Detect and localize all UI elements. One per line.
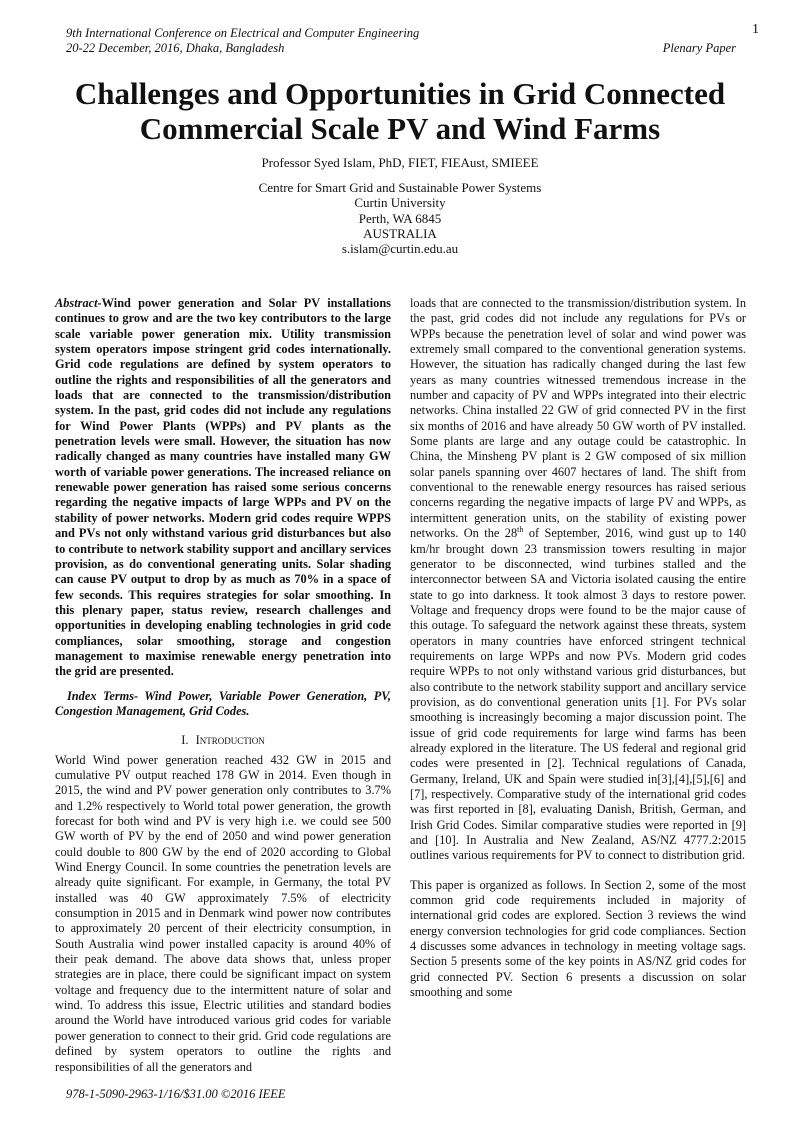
section-heading-introduction bbox=[55, 733, 391, 748]
intro-text-b: of September, 2016, wind gust up to 140 km/hr brought down 23 transmission towers resulting in major generator to be disconnected, wind turbines stalled and the interconnector between SA and Victoria isolated causing the entire state to go into darkness. It took almost 3 days to restore power. Voltage and frequency drops were found to be the major cause of this outage. To safeguard the network against these threats, system operators in many countries have enforced stringent technical requirements on large WPPs and now PVs. Modern grid codes require WPPs to not only withstand various grid disturbances, but also contribute to the network stability support and ancillary service provision, as do conventional generation units [1]. For PVs solar smoothing is increasingly becoming a major discussion point. The issue of grid code requirements for large wind farms has been already explored in the literature. The US federal and regional grid codes were presented in [2]. Technical regulations of Canada, Germany, Ireland, UK and Spain were studied in[3],[4],[5],[6] and [7], respectively. Comparative study of the international grid codes was first reported in [8], evaluating Danish, British, German, and Irish Grid Codes. Similar comparative studies were reported in [9] and [10]. In Australia and New Zealand, AS/NZ 4777.2:2015 outlines various requirements for PV to connect to distribution grid. bbox=[410, 526, 746, 863]
intro-paragraph-2: This paper is organized as follows. In Section 2, some of the most common grid code requirements included in majority of international grid codes are explored. Section 3 reviews the wind energy conversion technologies for grid code compliances. Section 4 discusses some advances in technology in meeting voltage sags. Section 5 presents some of the key points in AS/NZ grid codes for grid connected PV. Section 6 presents a discussion on solar smoothing and some bbox=[410, 877, 746, 1000]
copyright-footer: 978-1-5090-2963-1/16/$31.00 ©2016 IEEE bbox=[66, 1087, 286, 1101]
affiliation-university: Curtin University bbox=[354, 195, 446, 211]
intro-text-a: loads that are connected to the transmission/distribution system. In the past, grid codes did not include any regulations for PVs or WPPs because the penetration level of solar and wind power was extremely small compared to the conventional generation systems. However, the situation has radically changed during the last few years as many countries witnessed tremendous increase in the number and capacity of PV and WPPs integrated into their electric networks. China installed 22 GW of grid connected PV in the first six months of 2016 and have already 50 GW worth of PV installed. Some plants are large and any outage could be catastrophic. In China, the Minsheng PV plant is 2 GW composed of six million solar panels spanning over 4607 hectares of land. The shift from conventional to the renewable energy resources has raised serious concerns regarding the negative impacts of large PV and WPPs, as intermittent generation units, on the stability of existing power networks. On the 28 bbox=[410, 296, 746, 541]
right-column bbox=[410, 296, 746, 1000]
conference-header bbox=[66, 26, 736, 56]
index-terms: Index Terms- Wind Power, Variable Power Generation, PV, Congestion Management, Grid Codes. bbox=[55, 688, 391, 718]
left-column bbox=[55, 296, 391, 1075]
conference-name: 9th International Conference on Electrical and Computer Engineering bbox=[66, 26, 420, 40]
affiliation bbox=[0, 180, 800, 256]
paper-type: Plenary Paper bbox=[662, 41, 736, 55]
section-title: Introduction bbox=[195, 733, 265, 748]
paper-title: Challenges and Opportunities in Grid Connected Commercial Scale PV and Wind Farms bbox=[74, 76, 726, 146]
author: Professor Syed Islam, PhD, FIET, FIEAust, SMIEEE bbox=[261, 155, 539, 170]
abstract bbox=[55, 296, 391, 680]
conference-date-location: 20-22 December, 2016, Dhaka, Bangladesh bbox=[66, 41, 285, 55]
date-superscript: th bbox=[517, 525, 524, 535]
intro-paragraph-1: World Wind power generation reached 432 GW in 2015 and cumulative PV output reached 178 GW in 2014. Even though in 2015, the wind and PV power generation only contributes to 3.7% and 1.2% respectively to World total power generation, the growth forecast for both wind and PV is very high i.e. we could see 500 GW worth of PV by the end of 2050 and wind power generation could double to 800 GW by the end of 2020 according to Global Wind Energy Council. In some countries the penetration levels are already quite significant. For example, in Germany, the total PV installed was 40 GW approximately 7.5% of electricity consumption in 2015 and in Denmark wind power now contributes to approximately 20 percent of their electricity consumption, in South Australia wind power installed capacity is around 40% of their peak demand. The above data shows that, unless proper strategies are in place, there could be significant impact on system voltage and frequency due to the intermittent nature of solar and wind. To address this issue, Electric utilities and standard bodies around the World have introduced various grid codes for variable power generation to connect to their grid. Grid code regulations are defined by system operators to outline the rights and responsibilities of all the generators and bbox=[55, 752, 391, 1074]
affiliation-country: AUSTRALIA bbox=[363, 225, 437, 241]
intro-paragraph-1-continued bbox=[410, 296, 746, 864]
abstract-text: Wind power generation and Solar PV installations continues to grow and are the two key contributors to the large scale variable power generation mix. Utility transmission system operators impose stringent grid codes internationally. Grid code regulations are defined by system operators to outline the rights and responsibilities of all the generators and loads that are connected to the transmission/distribution system. In the past, grid codes did not include any regulations for Wind Power Plants (WPPs) and PV plants as the penetration levels were small. However, the situation has now radically changed as many countries have installed many GW worth of variable power generations. The increased reliance on renewable power generation has raised some serious concerns regarding the negative impacts of large WPPs and PV on the stability of power networks. Modern grid codes require WPPS and PVs not only withstand various grid disturbances but also to contribute to network stability support and ancillary services provision, as do conventional generating units. Solar shading can cause PV output to drop by as much as 70% in a space of few seconds. This requires strategies for solar smoothing. In this plenary paper, status review, research challenges and opportunities in developing enabling technologies in grid code compliances, solar smoothing, storage and congestion management to maximise renewable energy penetration into the grid are presented. bbox=[55, 296, 391, 679]
section-number: I. bbox=[181, 733, 189, 748]
abstract-label: Abstract- bbox=[55, 296, 102, 310]
affiliation-city: Perth, WA 6845 bbox=[358, 210, 442, 226]
affiliation-centre: Centre for Smart Grid and Sustainable Power Systems bbox=[258, 180, 542, 195]
page-number: 1 bbox=[752, 22, 759, 37]
author-email: s.islam@curtin.edu.au bbox=[341, 241, 459, 257]
conference-row bbox=[66, 41, 736, 56]
